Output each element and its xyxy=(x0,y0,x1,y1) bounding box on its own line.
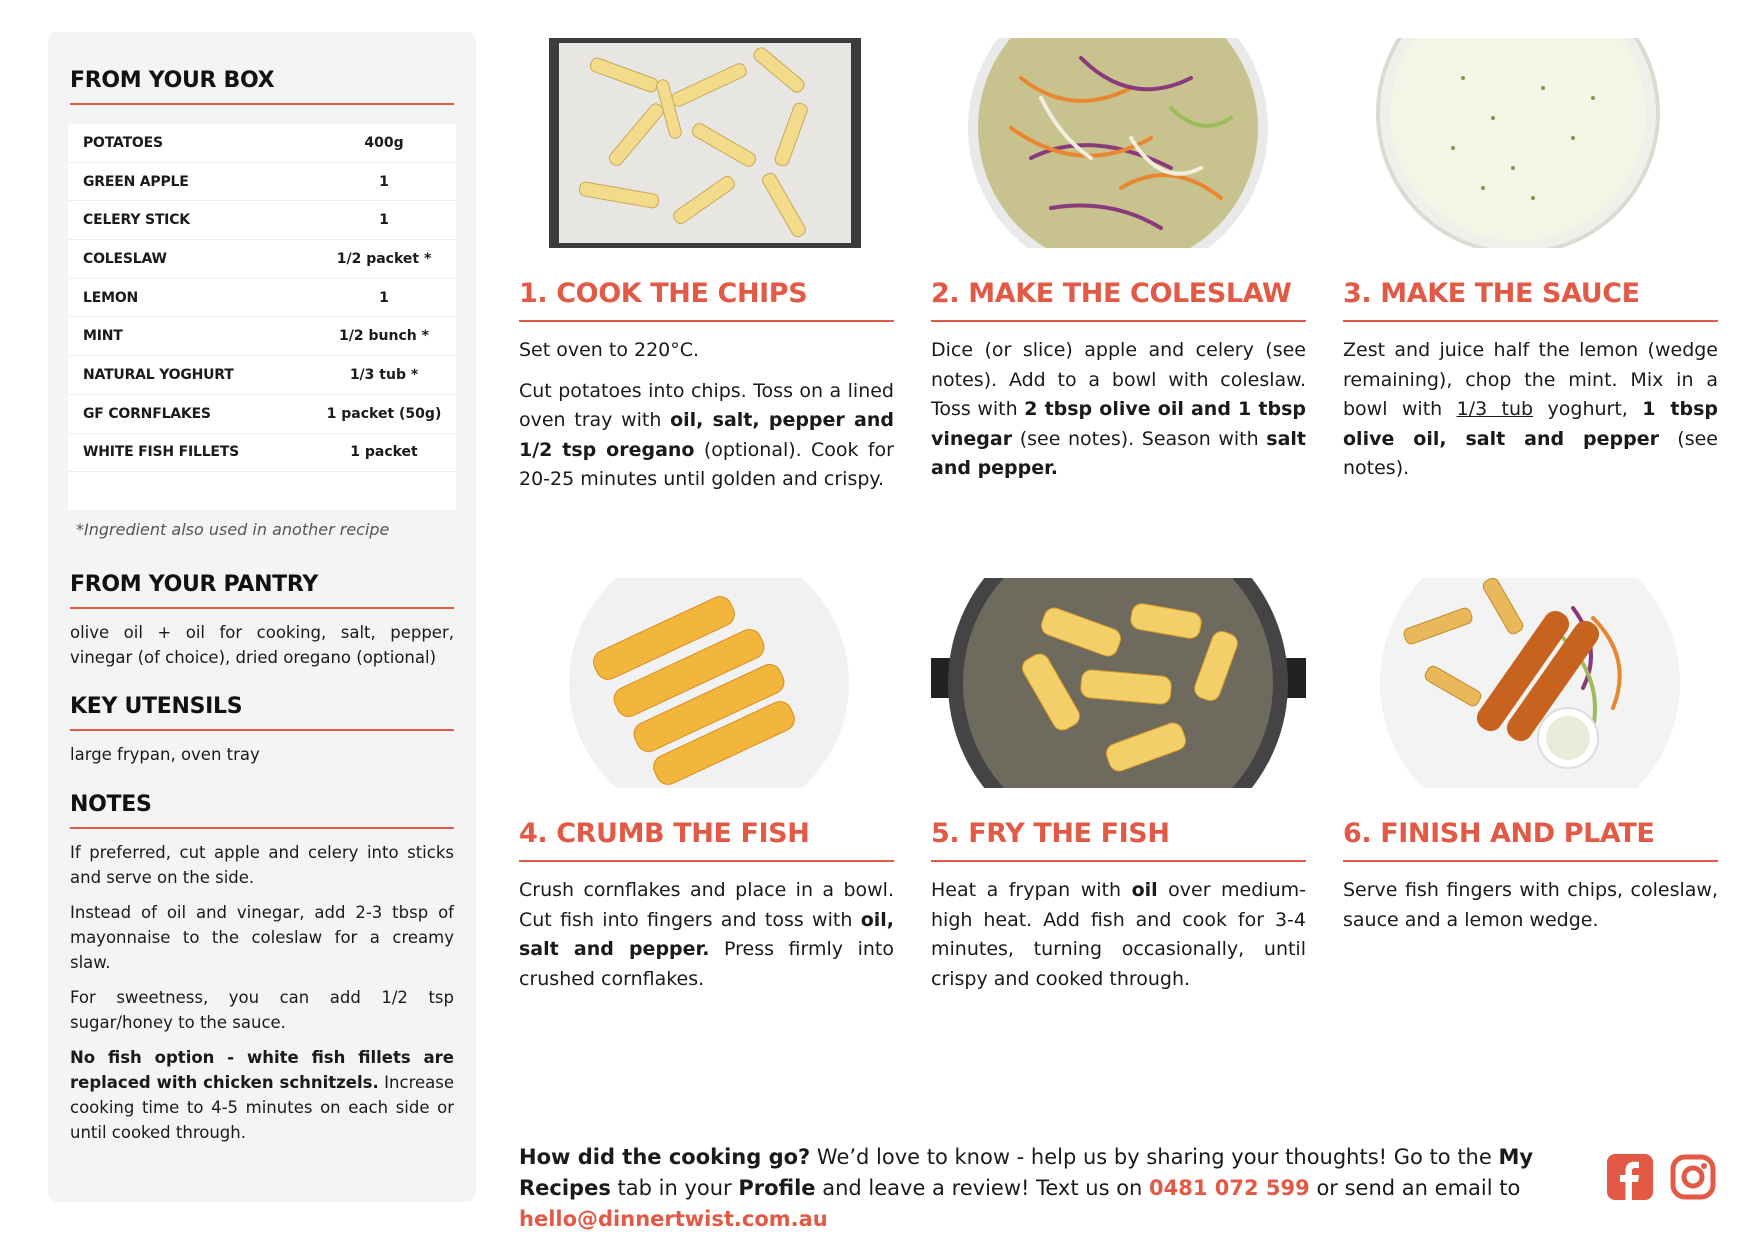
note-item: No fish option - white fish fillets are replaced with chicken schnitzels. Increase cooking time to 4-5 minutes on each side or until cooked through. xyxy=(70,1048,454,1142)
note-item: For sweetness, you can add 1/2 tsp sugar/honey to the sauce. xyxy=(70,988,454,1032)
ingredient-name: NATURAL YOGHURT xyxy=(83,366,234,383)
step-paragraph: Dice (or slice) apple and celery (see notes). Add to a bowl with coleslaw. Toss with 2 tbsp olive oil and 1 tbsp vinegar (see notes). Season with salt and pepper. xyxy=(931,339,1306,479)
ingredient-row xyxy=(68,317,456,356)
review-question: How did the cooking go? xyxy=(519,1145,811,1169)
ingredient-row xyxy=(68,279,456,318)
step-3-title: 3. MAKE THE SAUCE xyxy=(1343,278,1640,309)
ingredient-footnote: *Ingredient also used in another recipe xyxy=(76,520,390,539)
email-link[interactable]: hello@dinnertwist.com.au xyxy=(519,1207,828,1231)
ingredients-table xyxy=(68,124,456,510)
review-text: We’d love to know - help us by sharing your thoughts! Go to the xyxy=(810,1145,1499,1169)
notes-heading: NOTES xyxy=(70,792,152,817)
step-5-title: 5. FRY THE FISH xyxy=(931,818,1170,849)
ingredient-name: LEMON xyxy=(83,289,139,306)
step-divider xyxy=(931,860,1306,862)
coleslaw-bowl-photo xyxy=(931,38,1306,248)
review-text: tab in your xyxy=(610,1176,739,1200)
pantry-text: olive oil + oil for cooking, salt, pepper, vinegar (of choice), dried oregano (optional) xyxy=(70,623,454,667)
step-paragraph: Set oven to 220°C. xyxy=(519,339,700,361)
ingredient-name: WHITE FISH FILLETS xyxy=(83,444,240,461)
ingredient-row xyxy=(68,395,456,434)
ingredient-qty: 1/2 bunch * xyxy=(339,328,429,345)
facebook-icon[interactable] xyxy=(1607,1154,1653,1200)
profile-link[interactable]: Profile xyxy=(738,1176,816,1200)
chips-tray-photo xyxy=(519,38,894,248)
ingredient-name: COLESLAW xyxy=(83,250,167,267)
step-paragraph: Heat a frypan with oil over medium-high heat. Add fish and cook for 3-4 minutes, turning occasionally, until crispy and cooked through. xyxy=(931,879,1306,990)
my-recipes-link[interactable]: My Recipes xyxy=(519,1145,1534,1200)
ingredient-row xyxy=(68,356,456,395)
ingredient-row xyxy=(68,240,456,279)
step-divider xyxy=(519,320,894,322)
notes-text xyxy=(70,840,454,1155)
step-paragraph: Serve fish fingers with chips, coleslaw, sauce and a lemon wedge. xyxy=(1343,879,1718,931)
ingredient-qty: 1 xyxy=(379,289,389,306)
step-4-text xyxy=(519,876,894,1005)
heading-divider xyxy=(70,729,454,731)
step-5-text xyxy=(931,876,1306,1005)
step-6-title: 6. FINISH AND PLATE xyxy=(1343,818,1655,849)
utensils-text: large frypan, oven tray xyxy=(70,745,260,764)
ingredient-qty: 1 packet (50g) xyxy=(326,405,442,422)
ingredient-row xyxy=(68,434,456,473)
ingredient-name: GREEN APPLE xyxy=(83,173,189,190)
step-paragraph: Cut potatoes into chips. Toss on a lined oven tray with oil, salt, pepper and 1/2 tsp oregano (optional). Cook for 20-25 minutes until golden and crispy. xyxy=(519,379,894,490)
step-paragraph: Zest and juice half the lemon (wedge remaining), chop the mint. Mix in a bowl with 1/3 tub yoghurt, 1 tbsp olive oil, salt and pepper (see notes). xyxy=(1343,339,1718,479)
step-6-text xyxy=(1343,876,1718,946)
review-text: or send an email to xyxy=(1309,1176,1521,1200)
ingredient-name: GF CORNFLAKES xyxy=(83,405,211,422)
step-1-title: 1. COOK THE CHIPS xyxy=(519,278,808,309)
ingredient-qty: 1/2 packet * xyxy=(336,250,432,267)
heading-divider xyxy=(70,607,454,609)
step-divider xyxy=(1343,320,1718,322)
step-divider xyxy=(931,320,1306,322)
ingredient-qty: 1 xyxy=(379,173,389,190)
ingredient-row xyxy=(68,163,456,202)
instagram-icon[interactable] xyxy=(1670,1154,1716,1200)
ingredient-row xyxy=(68,201,456,240)
review-text: and leave a review! Text us on xyxy=(815,1176,1150,1200)
heading-divider xyxy=(70,827,454,829)
step-divider xyxy=(519,860,894,862)
ingredient-name: POTATOES xyxy=(83,134,163,151)
ingredient-qty: 1/3 tub * xyxy=(349,366,419,383)
crumbed-fish-plate-photo xyxy=(519,578,894,788)
note-item: Instead of oil and vinegar, add 2-3 tbsp of mayonnaise to the coleslaw for a creamy slaw. xyxy=(70,903,454,972)
note-item: If preferred, cut apple and celery into sticks and serve on the side. xyxy=(70,843,454,887)
ingredient-qty: 400g xyxy=(364,134,404,151)
step-2-text xyxy=(931,336,1306,495)
review-prompt xyxy=(519,1142,1599,1235)
ingredients-panel xyxy=(48,32,476,1202)
ingredient-row xyxy=(68,124,456,163)
frying-fish-pan-photo xyxy=(931,578,1306,788)
step-paragraph: Crush cornflakes and place in a bowl. Cut fish into fingers and toss with oil, salt and pepper. Press firmly into crushed cornflakes. xyxy=(519,879,895,990)
from-your-pantry-heading: FROM YOUR PANTRY xyxy=(70,572,318,597)
ingredient-name: MINT xyxy=(83,328,123,345)
step-2-title: 2. MAKE THE COLESLAW xyxy=(931,278,1292,309)
ingredient-qty: 1 xyxy=(379,212,389,229)
ingredient-name: CELERY STICK xyxy=(83,212,190,229)
yoghurt-sauce-bowl-photo xyxy=(1343,38,1718,248)
step-divider xyxy=(1343,860,1718,862)
step-3-text xyxy=(1343,336,1718,495)
phone-link[interactable]: 0481 072 599 xyxy=(1149,1176,1310,1200)
step-4-title: 4. CRUMB THE FISH xyxy=(519,818,810,849)
key-utensils-heading: KEY UTENSILS xyxy=(70,694,243,719)
ingredient-qty: 1 packet xyxy=(350,444,418,461)
step-1-text xyxy=(519,336,894,506)
heading-divider xyxy=(70,103,454,105)
ingredient-row-empty xyxy=(68,472,456,510)
plated-fish-and-chips-photo xyxy=(1343,578,1718,788)
from-your-box-heading: FROM YOUR BOX xyxy=(70,68,275,93)
